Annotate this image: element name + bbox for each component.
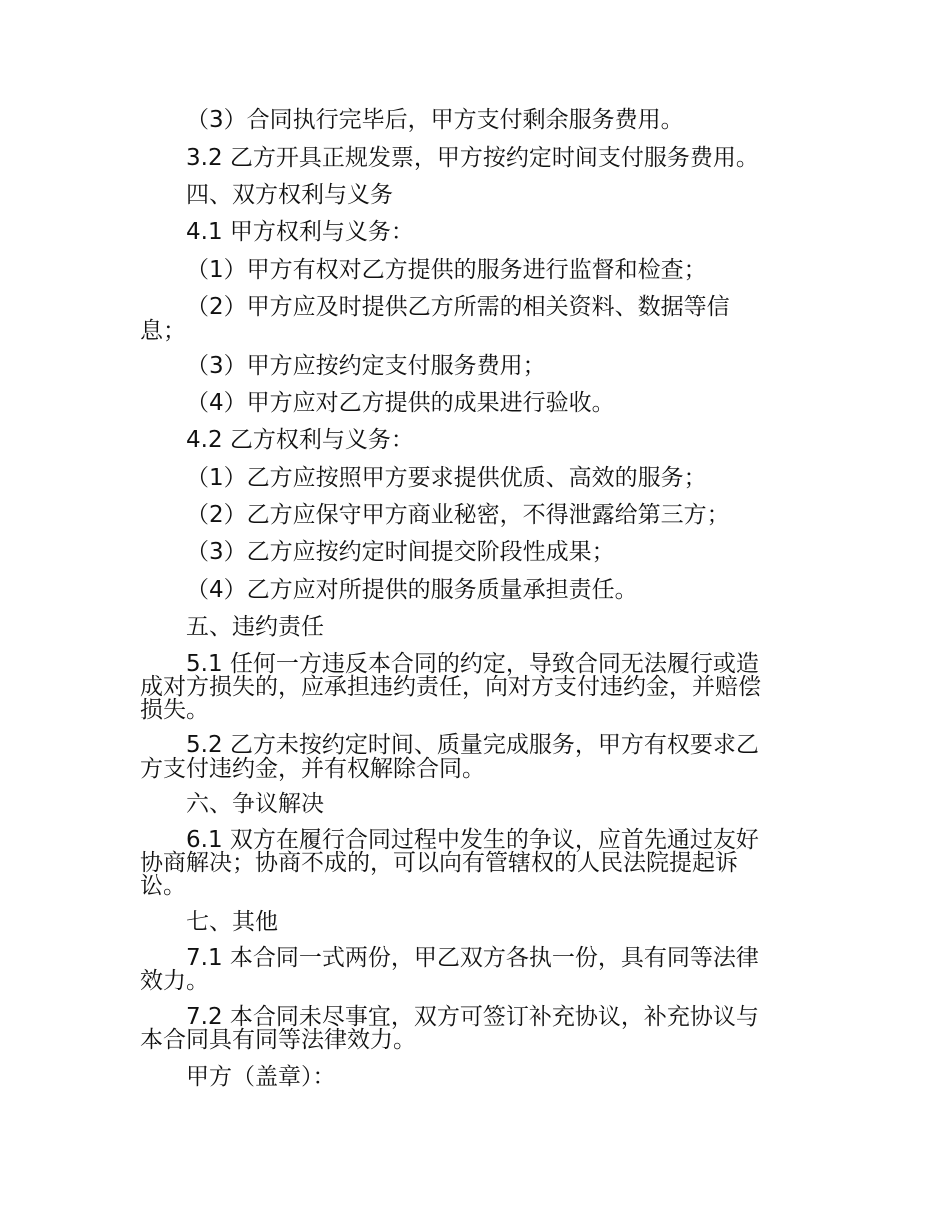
list-item: （4）甲方应对乙方提供的成果进行验收。	[186, 390, 615, 416]
clause-line: 本合同具有同等法律效力。	[140, 1027, 416, 1053]
clause-line: 5.1 任何一方违反本合同的约定，导致合同无法履行或造	[186, 651, 759, 677]
list-item: （3）乙方应按约定时间提交阶段性成果；	[186, 539, 615, 565]
clause-line: 损失。	[140, 697, 209, 723]
list-item: （3）甲方应按约定支付服务费用；	[186, 353, 546, 379]
text-line: （3）合同执行完毕后，甲方支付剩余服务费用。	[186, 107, 684, 133]
clause-line: 7.1 本合同一式两份，甲乙双方各执一份，具有同等法律	[186, 945, 759, 971]
clause-line: 5.2 乙方未按约定时间、质量完成服务，甲方有权要求乙	[186, 732, 759, 758]
section-heading: 六、争议解决	[186, 791, 324, 817]
list-item: （2）甲方应及时提供乙方所需的相关资料、数据等信	[186, 294, 730, 320]
clause-line: 协商解决；协商不成的，可以向有管辖权的人民法院提起诉	[140, 850, 738, 876]
list-item: （1）乙方应按照甲方要求提供优质、高效的服务；	[186, 465, 707, 491]
clause-line: 讼。	[140, 873, 186, 899]
list-item: （4）乙方应对所提供的服务质量承担责任。	[186, 577, 638, 603]
clause-line: 6.1 双方在履行合同过程中发生的争议，应首先通过友好	[186, 827, 759, 853]
list-item-continuation: 息；	[140, 318, 186, 344]
clause-line: 方支付违约金，并有权解除合同。	[140, 756, 485, 782]
subsection-heading: 4.2 乙方权利与义务：	[186, 427, 414, 453]
section-heading: 四、双方权利与义务	[186, 182, 393, 208]
clause-line: 成对方损失的，应承担违约责任，向对方支付违约金，并赔偿	[140, 674, 761, 700]
list-item: （1）甲方有权对乙方提供的服务进行监督和检查；	[186, 257, 707, 283]
text-line: 3.2 乙方开具正规发票，甲方按约定时间支付服务费用。	[186, 145, 759, 171]
section-heading: 五、违约责任	[186, 614, 324, 640]
clause-line: 7.2 本合同未尽事宜，双方可签订补充协议，补充协议与	[186, 1004, 759, 1030]
subsection-heading: 4.1 甲方权利与义务：	[186, 219, 414, 245]
section-heading: 七、其他	[186, 909, 278, 935]
clause-line: 效力。	[140, 968, 209, 994]
list-item: （2）乙方应保守甲方商业秘密，不得泄露给第三方；	[186, 502, 730, 528]
signature-label: 甲方（盖章）：	[186, 1064, 336, 1090]
